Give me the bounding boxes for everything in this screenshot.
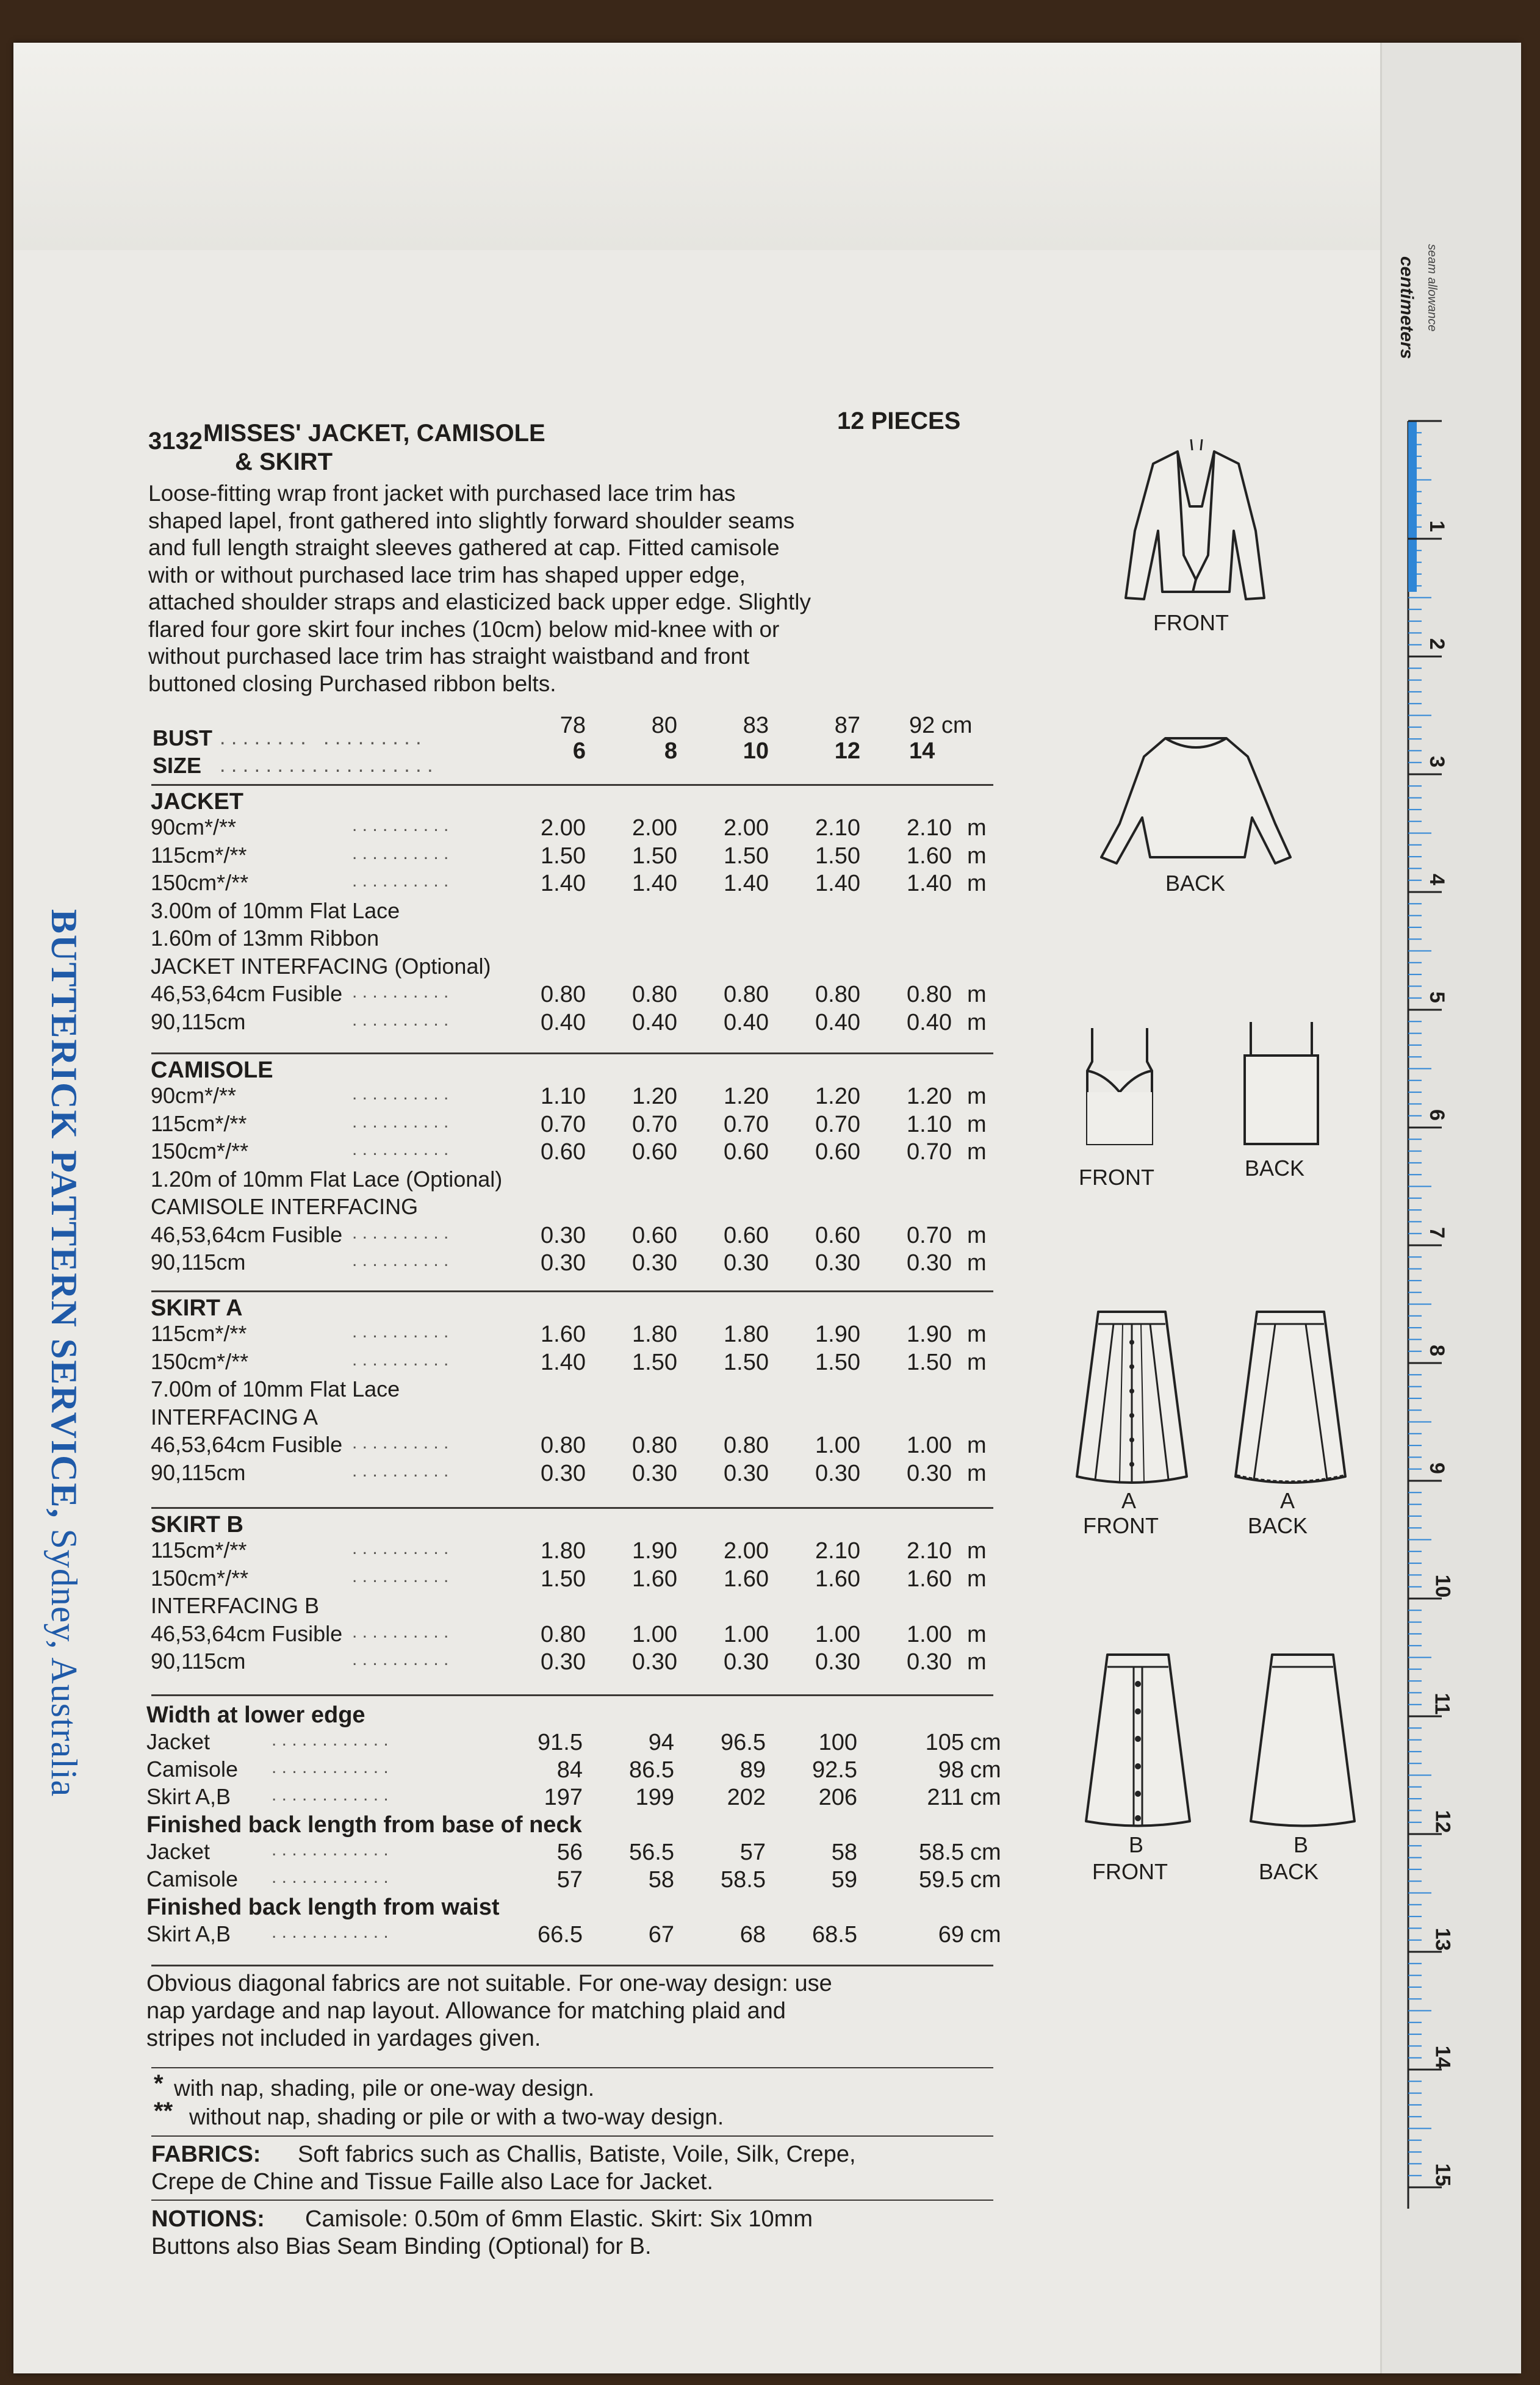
table-cell: 2.00: [724, 815, 769, 841]
table-cell: 2.10: [907, 815, 952, 841]
ruler-number: 11: [1430, 1693, 1454, 1715]
table-cell: 0.30: [724, 1460, 769, 1486]
measurement-cell: 67: [648, 1922, 674, 1948]
skirt-a-back-illustration: [1229, 1306, 1351, 1489]
measurement-cell: 89: [739, 1757, 766, 1783]
table-cell: 1.40: [632, 871, 677, 896]
section-heading: SKIRT B: [151, 1512, 243, 1538]
table-cell: 0.30: [632, 1649, 677, 1675]
bust-value: 92 cm: [909, 713, 973, 738]
measurement-label: Skirt A,B: [146, 1784, 231, 1809]
description-line: attached shoulder straps and elasticized back upper edge. Slightly: [148, 589, 811, 614]
table-cell: 0.60: [724, 1222, 769, 1248]
row-leader: . . . . . . . . . .: [352, 1566, 449, 1586]
table-cell: 1.20: [632, 1084, 677, 1109]
row-leader: . . . . . . . . . . . .: [272, 1922, 389, 1942]
unit-label: m: [967, 843, 987, 869]
unit-label: m: [967, 815, 987, 841]
ruler-number: 4: [1425, 874, 1448, 885]
row-leader: . . . . . . . . . .: [352, 1649, 449, 1669]
bust-value: 80: [651, 713, 677, 738]
table-cell: 1.00: [815, 1621, 860, 1647]
jacket-front-label: FRONT: [1153, 610, 1229, 635]
row-label: 115cm*/**: [151, 842, 247, 868]
section-divider: [151, 2067, 993, 2068]
ruler-number: 8: [1425, 1345, 1448, 1356]
ruler-unit-label: centimeters: [1397, 256, 1417, 359]
row-leader: . . . . . . . . . . . .: [272, 1867, 389, 1887]
description-line: Loose-fitting wrap front jacket with purchased lace trim has: [148, 481, 736, 506]
measurement-cell: 197: [544, 1785, 583, 1810]
table-cell: 1.20: [815, 1084, 860, 1109]
row-leader: . . . . . . . . . .: [352, 1538, 449, 1558]
measurement-cell: 94: [648, 1730, 674, 1755]
unit-label: m: [967, 1009, 987, 1035]
row-leader: . . . . . . . . . . . .: [272, 1730, 389, 1750]
row-leader: . . . . . . . . . .: [352, 1433, 449, 1453]
table-cell: 1.60: [724, 1566, 769, 1592]
section-heading: SKIRT A: [151, 1295, 243, 1321]
row-label: 46,53,64cm Fusible: [151, 1621, 343, 1646]
measurement-label: Skirt A,B: [146, 1921, 231, 1946]
row-label: 3.00m of 10mm Flat Lace: [151, 898, 400, 923]
table-cell: 1.40: [541, 871, 586, 896]
skirt-a-front-label: FRONT: [1083, 1513, 1159, 1538]
table-cell: 0.70: [907, 1222, 952, 1248]
skirt-a-front-illustration: [1071, 1306, 1193, 1489]
row-label: 7.00m of 10mm Flat Lace: [151, 1376, 400, 1401]
row-label: 150cm*/**: [151, 1139, 249, 1164]
table-cell: 1.60: [541, 1322, 586, 1347]
row-label: 115cm*/**: [151, 1538, 247, 1563]
table-cell: 1.40: [907, 871, 952, 896]
measurement-cell: 66.5: [538, 1922, 583, 1948]
table-cell: 1.50: [632, 1349, 677, 1375]
table-cell: 0.40: [724, 1009, 769, 1035]
section-divider: [151, 784, 993, 786]
measurement-cell: 100: [818, 1730, 857, 1755]
table-cell: 0.70: [541, 1111, 586, 1137]
measurement-cell: 86.5: [629, 1757, 674, 1783]
unit-label: m: [967, 1111, 987, 1137]
ruler-number: 15: [1431, 2163, 1455, 2187]
note-line: Obvious diagonal fabrics are not suitable. For one-way design: use: [146, 1971, 832, 1996]
section-divider: [151, 1965, 993, 1966]
fabrics-line: Crepe de Chine and Tissue Faille also Lace for Jacket.: [151, 2169, 713, 2195]
ruler-number: 3: [1425, 756, 1448, 768]
asterisk-mark: **: [154, 2098, 173, 2124]
ruler-number: 6: [1425, 1109, 1448, 1121]
unit-label: m: [967, 1222, 987, 1248]
measurement-heading: Finished back length from base of neck: [146, 1812, 582, 1838]
table-cell: 1.80: [632, 1322, 677, 1347]
bust-value: 87: [834, 713, 860, 738]
jacket-back-label: BACK: [1165, 871, 1226, 896]
table-cell: 0.80: [724, 1433, 769, 1458]
table-cell: 0.60: [815, 1222, 860, 1248]
section-divider: [151, 1052, 993, 1054]
description-line: without purchased lace trim has straight waistband and front: [148, 644, 750, 669]
table-cell: 1.50: [907, 1349, 952, 1375]
bust-value: 78: [560, 713, 586, 738]
measurement-cell: 59: [831, 1867, 857, 1893]
table-cell: 1.20: [724, 1084, 769, 1109]
camisole-back-label: BACK: [1245, 1156, 1305, 1181]
section-divider: [151, 2135, 993, 2137]
unit-label: cm: [970, 1785, 1001, 1810]
size-value: 6: [572, 738, 586, 764]
row-label: 46,53,64cm Fusible: [151, 1221, 343, 1247]
table-cell: 0.80: [907, 982, 952, 1007]
table-cell: 1.10: [907, 1111, 952, 1137]
unit-label: m: [967, 1566, 987, 1592]
table-cell: 1.40: [724, 871, 769, 896]
brand-location: Sydney, Australia: [44, 1528, 84, 1797]
description-line: and full length straight sleeves gathered at cap. Fitted camisole: [148, 535, 780, 560]
skirt-b-back-letter: B: [1294, 1832, 1309, 1857]
row-leader: . . . . . . . . . .: [352, 871, 449, 891]
table-cell: 0.30: [815, 1250, 860, 1276]
piece-count: 12 PIECES: [837, 408, 961, 434]
camisole-front-label: FRONT: [1079, 1165, 1154, 1190]
measurement-cell: 92.5: [812, 1757, 857, 1783]
measurement-cell: 96.5: [721, 1730, 766, 1755]
notions-label: NOTIONS:: [151, 2206, 265, 2232]
row-label: 90,115cm: [151, 1459, 246, 1485]
table-cell: 1.10: [541, 1084, 586, 1109]
row-leader: . . . . . . . . . .: [352, 982, 449, 1002]
row-leader: . . . . . . . . . .: [352, 1322, 449, 1342]
measurement-label: Camisole: [146, 1757, 239, 1782]
table-cell: 0.70: [907, 1139, 952, 1165]
table-cell: 1.60: [632, 1566, 677, 1592]
table-cell: 1.50: [541, 843, 586, 869]
unit-label: m: [967, 1139, 987, 1165]
row-label: 1.20m of 10mm Flat Lace (Optional): [151, 1166, 503, 1192]
table-cell: 1.60: [907, 843, 952, 869]
ruler-number: 2: [1425, 638, 1448, 650]
table-cell: 1.50: [815, 843, 860, 869]
jacket-front-illustration: [1117, 439, 1275, 610]
unit-label: cm: [970, 1922, 1001, 1948]
unit-label: m: [967, 1084, 987, 1109]
measurement-heading: Finished back length from waist: [146, 1894, 500, 1920]
table-cell: 0.40: [632, 1009, 677, 1035]
nap-with-note: with nap, shading, pile or one-way design.: [174, 2076, 595, 2101]
table-cell: 1.90: [907, 1322, 952, 1347]
table-cell: 0.80: [541, 982, 586, 1007]
row-leader: . . . . . . . . . . . .: [272, 1785, 389, 1805]
row-label: 90,115cm: [151, 1009, 246, 1034]
ruler-number: 12: [1431, 1810, 1455, 1833]
section-divider: [151, 2200, 993, 2201]
measurement-cell: 91.5: [538, 1730, 583, 1755]
row-label: 90,115cm: [151, 1250, 246, 1275]
row-leader: . . . . . . . . . .: [352, 1621, 449, 1642]
table-cell: 2.00: [724, 1538, 769, 1564]
skirt-b-back-illustration: [1245, 1647, 1361, 1830]
notions-line: Camisole: 0.50m of 6mm Elastic. Skirt: Six 10mm: [305, 2206, 813, 2232]
table-cell: 1.50: [632, 843, 677, 869]
table-cell: 1.90: [632, 1538, 677, 1564]
row-label: 1.60m of 13mm Ribbon: [151, 926, 380, 951]
table-cell: 0.30: [724, 1250, 769, 1276]
camisole-back-illustration: [1239, 1019, 1324, 1153]
fabrics-label: FABRICS:: [151, 2142, 261, 2167]
size-value: 14: [909, 738, 935, 764]
table-cell: 0.70: [632, 1111, 677, 1137]
description-line: buttoned closing Purchased ribbon belts.: [148, 671, 556, 696]
nap-without-note: without nap, shading or pile or with a two-way design.: [189, 2104, 724, 2129]
table-cell: 0.80: [632, 1433, 677, 1458]
table-cell: 0.30: [632, 1250, 677, 1276]
table-cell: 0.30: [815, 1460, 860, 1486]
row-label: INTERFACING B: [151, 1593, 320, 1618]
section-divider: [151, 1290, 993, 1292]
table-cell: 0.30: [724, 1649, 769, 1675]
row-leader: . . . . . . . . . . . .: [272, 1840, 389, 1860]
table-cell: 1.80: [541, 1538, 586, 1564]
size-value: 12: [834, 738, 860, 764]
table-cell: 1.40: [815, 871, 860, 896]
row-label: 150cm*/**: [151, 870, 249, 895]
row-label: 90cm*/**: [151, 815, 237, 840]
row-leader: . . . . . . . . . .: [352, 1084, 449, 1104]
size-value: 8: [664, 738, 677, 764]
table-cell: 1.50: [724, 843, 769, 869]
pattern-title-line2: & SKIRT: [235, 448, 333, 475]
measurement-cell: 57: [556, 1867, 583, 1893]
measurement-cell: 58.5: [919, 1840, 964, 1865]
table-cell: 2.10: [907, 1538, 952, 1564]
table-cell: 0.30: [541, 1222, 586, 1248]
row-leader: . . . . . . . . . .: [352, 1349, 449, 1370]
row-leader: . . . . . . . . . .: [352, 1009, 449, 1030]
bust-value: 83: [743, 713, 769, 738]
row-leader: . . . . . . . . . .: [352, 1111, 449, 1132]
measurement-label: Camisole: [146, 1866, 239, 1891]
ruler-number: 9: [1425, 1462, 1448, 1474]
unit-label: cm: [970, 1840, 1001, 1865]
table-cell: 1.80: [724, 1322, 769, 1347]
table-cell: 0.30: [541, 1649, 586, 1675]
table-cell: 2.10: [815, 815, 860, 841]
ruler-number: 13: [1431, 1927, 1455, 1951]
table-cell: 0.60: [541, 1139, 586, 1165]
unit-label: m: [967, 1322, 987, 1347]
row-label: 90cm*/**: [151, 1083, 237, 1108]
table-cell: 0.80: [632, 982, 677, 1007]
measurement-cell: 56: [556, 1840, 583, 1865]
row-label: 115cm*/**: [151, 1321, 247, 1346]
section-divider: [151, 1507, 993, 1509]
table-cell: 1.50: [724, 1349, 769, 1375]
skirt-b-front-letter: B: [1129, 1832, 1144, 1857]
pattern-title-line1: MISSES' JACKET, CAMISOLE: [203, 420, 545, 447]
section-divider: [151, 1694, 993, 1696]
measurement-cell: 56.5: [629, 1840, 674, 1865]
measurement-cell: 58.5: [721, 1867, 766, 1893]
measurement-cell: 68: [739, 1922, 766, 1948]
fabrics-line: Soft fabrics such as Challis, Batiste, Voile, Silk, Crepe,: [298, 2142, 856, 2167]
row-leader: . . . . . . . . . .: [352, 1139, 449, 1159]
table-cell: 0.80: [541, 1433, 586, 1458]
measurement-cell: 57: [739, 1840, 766, 1865]
ruler-accent-band: [1408, 421, 1417, 592]
measurement-label: Jacket: [146, 1839, 210, 1864]
table-cell: 2.10: [815, 1538, 860, 1564]
section-heading: CAMISOLE: [151, 1057, 273, 1083]
unit-label: m: [967, 1433, 987, 1458]
table-cell: 2.00: [632, 815, 677, 841]
note-line: stripes not included in yardages given.: [146, 2026, 541, 2051]
row-leader: . . . . . . . . . .: [352, 1460, 449, 1481]
table-cell: 0.80: [541, 1621, 586, 1647]
table-cell: 0.30: [541, 1250, 586, 1276]
row-label: INTERFACING A: [151, 1404, 318, 1430]
measurement-cell: 84: [556, 1757, 583, 1783]
camisole-front-illustration: [1080, 1019, 1159, 1153]
size-label: SIZE: [153, 753, 202, 778]
row-leader: . . . . . . . . . .: [352, 843, 449, 863]
unit-label: m: [967, 1250, 987, 1276]
ruler-number: 10: [1431, 1574, 1455, 1598]
brand-name: BUTTERICK PATTERN SERVICE,: [44, 909, 84, 1519]
note-line: nap yardage and nap layout. Allowance for matching plaid and: [146, 1998, 786, 2024]
measurement-cell: 58: [648, 1867, 674, 1893]
row-leader: . . . . . . . . . .: [352, 1250, 449, 1270]
table-cell: 0.40: [541, 1009, 586, 1035]
unit-label: m: [967, 1538, 987, 1564]
skirt-b-front-illustration: [1080, 1647, 1196, 1830]
table-cell: 0.60: [632, 1139, 677, 1165]
table-cell: 0.30: [907, 1649, 952, 1675]
table-cell: 0.60: [815, 1139, 860, 1165]
table-cell: 1.40: [541, 1349, 586, 1375]
measurement-cell: 202: [727, 1785, 766, 1810]
table-cell: 1.00: [632, 1621, 677, 1647]
table-cell: 0.60: [724, 1139, 769, 1165]
measurement-cell: 211: [927, 1785, 964, 1810]
row-label: 46,53,64cm Fusible: [151, 1432, 343, 1457]
brand-vertical-text: [43, 909, 85, 1797]
row-label: CAMISOLE INTERFACING: [151, 1194, 419, 1219]
ruler-number: 5: [1425, 991, 1448, 1003]
row-leader: . . . . . . . . . .: [352, 815, 449, 835]
table-cell: 2.00: [541, 815, 586, 841]
table-cell: 0.30: [815, 1649, 860, 1675]
skirt-a-back-letter: A: [1280, 1488, 1295, 1513]
table-cell: 1.20: [907, 1084, 952, 1109]
table-cell: 0.70: [724, 1111, 769, 1137]
table-cell: 1.00: [907, 1433, 952, 1458]
row-label: 150cm*/**: [151, 1565, 249, 1591]
skirt-a-back-label: BACK: [1248, 1513, 1308, 1538]
unit-label: m: [967, 1621, 987, 1647]
table-cell: 0.30: [632, 1460, 677, 1486]
section-heading: JACKET: [151, 789, 244, 815]
table-cell: 0.80: [724, 982, 769, 1007]
envelope-flap: [13, 43, 1519, 250]
measurement-cell: 105: [925, 1730, 964, 1755]
table-cell: 0.80: [815, 982, 860, 1007]
unit-label: cm: [970, 1867, 1001, 1893]
measurement-cell: 98: [938, 1757, 964, 1783]
skirt-b-front-label: FRONT: [1092, 1859, 1168, 1884]
description-line: flared four gore skirt four inches (10cm) below mid-knee with or: [148, 616, 780, 642]
ruler-seam-label: seam allowance: [1425, 244, 1439, 332]
row-label: 150cm*/**: [151, 1348, 249, 1374]
row-leader: . . . . . . . . . .: [352, 1222, 449, 1243]
measurement-cell: 59.5: [919, 1867, 964, 1893]
table-cell: 0.30: [907, 1460, 952, 1486]
description-line: shaped lapel, front gathered into slightly forward shoulder seams: [148, 508, 795, 533]
skirt-b-back-label: BACK: [1259, 1859, 1319, 1884]
unit-label: m: [967, 871, 987, 896]
row-label: JACKET INTERFACING (Optional): [151, 953, 491, 979]
table-cell: 0.60: [632, 1222, 677, 1248]
unit-label: m: [967, 1349, 987, 1375]
pattern-number: 3132: [148, 428, 203, 455]
skirt-a-front-letter: A: [1121, 1488, 1137, 1513]
notions-line: Buttons also Bias Seam Binding (Optional) for B.: [151, 2234, 652, 2259]
table-cell: 0.40: [907, 1009, 952, 1035]
measurement-cell: 206: [818, 1785, 857, 1810]
measurement-cell: 199: [635, 1785, 674, 1810]
unit-label: m: [967, 982, 987, 1007]
description-line: with or without purchased lace trim has shaped upper edge,: [148, 562, 746, 588]
table-cell: 1.60: [907, 1566, 952, 1592]
table-cell: 0.40: [815, 1009, 860, 1035]
row-leader: . . . . . . . . . . . .: [272, 1757, 389, 1777]
measurement-cell: 58: [831, 1840, 857, 1865]
measurement-cell: 69: [938, 1922, 964, 1948]
measurement-label: Jacket: [146, 1729, 210, 1754]
unit-label: cm: [970, 1757, 1001, 1783]
table-cell: 1.90: [815, 1322, 860, 1347]
ruler-number: 7: [1425, 1227, 1448, 1239]
table-cell: 0.30: [907, 1250, 952, 1276]
unit-label: m: [967, 1460, 987, 1486]
table-cell: 0.70: [815, 1111, 860, 1137]
jacket-back-illustration: [1092, 732, 1300, 872]
measurement-cell: 68.5: [812, 1922, 857, 1948]
measurement-heading: Width at lower edge: [146, 1702, 365, 1728]
unit-label: cm: [970, 1730, 1001, 1755]
table-cell: 1.60: [815, 1566, 860, 1592]
ruler-number: 1: [1425, 520, 1448, 532]
table-cell: 1.00: [907, 1621, 952, 1647]
row-label: 46,53,64cm Fusible: [151, 981, 343, 1006]
row-label: 90,115cm: [151, 1649, 246, 1674]
table-cell: 1.00: [815, 1433, 860, 1458]
bust-label: BUST: [153, 725, 212, 750]
table-cell: 1.50: [541, 1566, 586, 1592]
table-cell: 0.30: [541, 1460, 586, 1486]
table-cell: 1.50: [815, 1349, 860, 1375]
table-cell: 1.00: [724, 1621, 769, 1647]
asterisk-mark: *: [154, 2070, 164, 2097]
size-value: 10: [743, 738, 769, 764]
row-label: 115cm*/**: [151, 1110, 247, 1136]
unit-label: m: [967, 1649, 987, 1675]
ruler-number: 14: [1431, 2045, 1455, 2069]
